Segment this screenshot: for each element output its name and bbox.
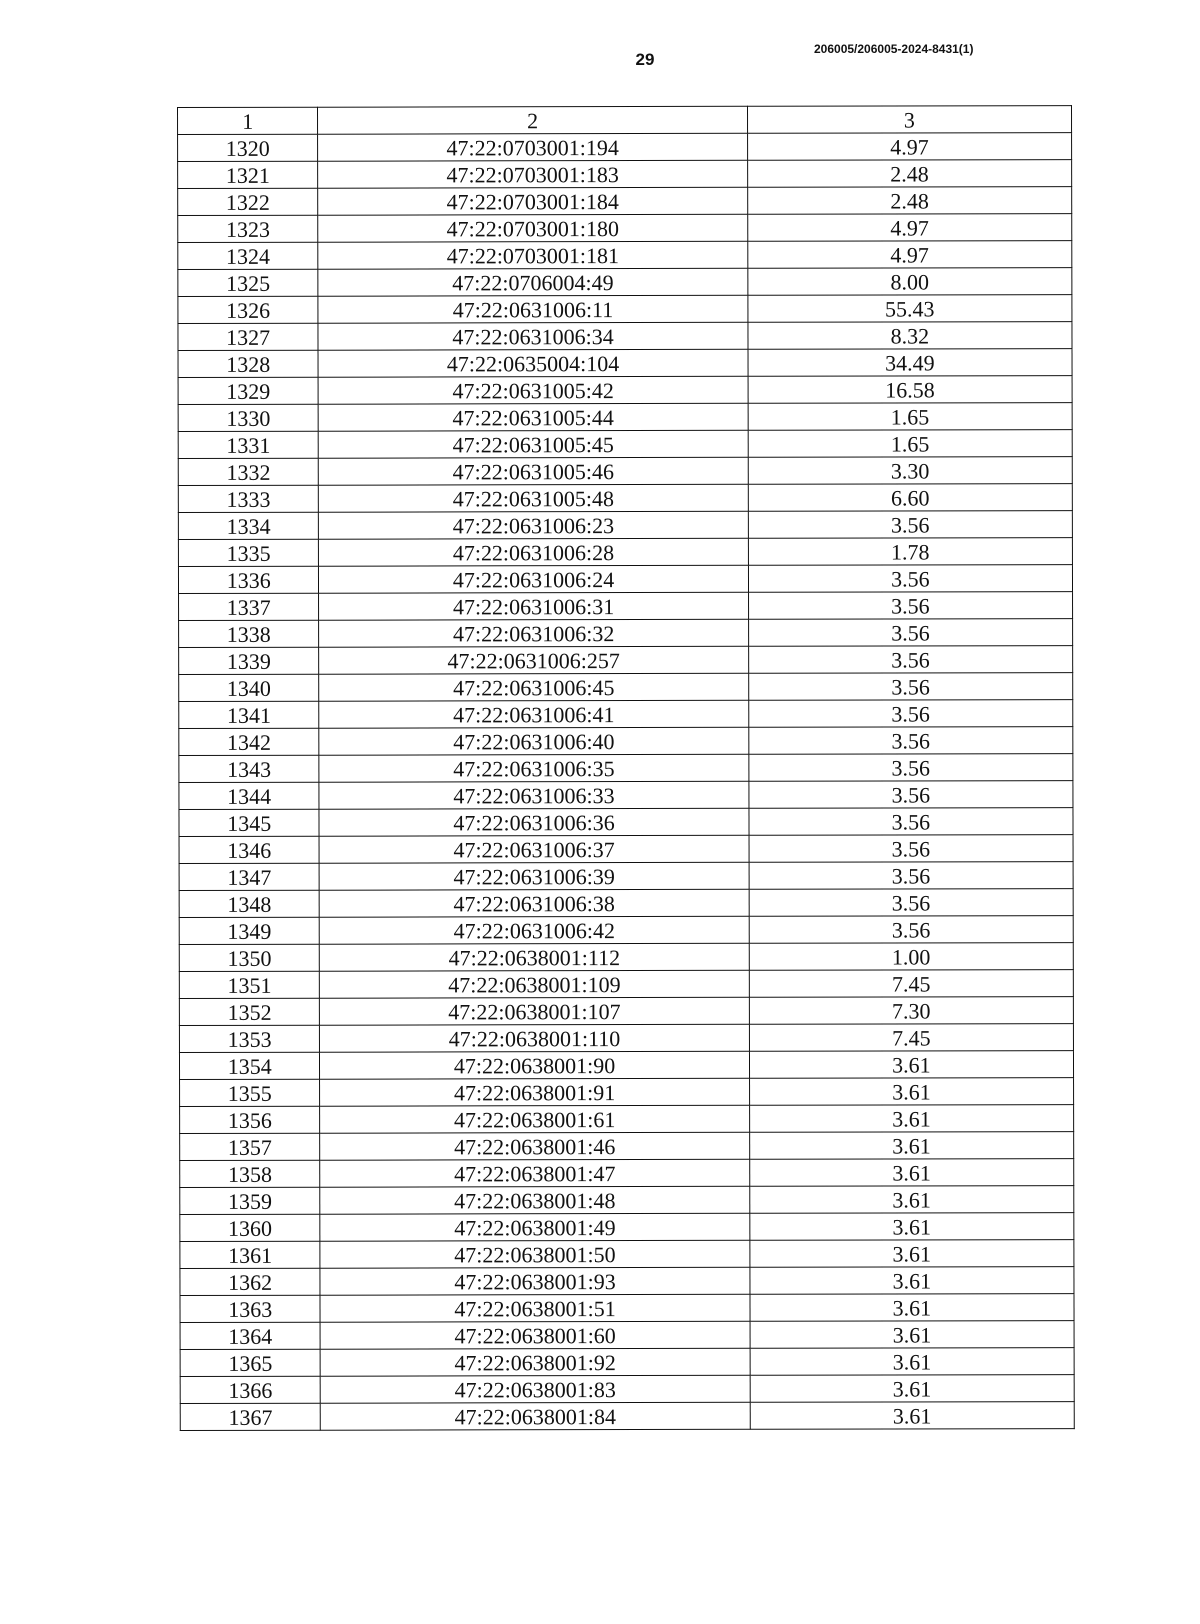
cadastral-number-cell: 47:22:0631006:28 [319,538,748,566]
table-row [180,1294,1074,1323]
row-number-cell: 1344 [179,782,319,809]
row-number-cell: 1339 [179,647,319,674]
value-cell: 3.61 [750,1402,1074,1430]
row-number-cell: 1327 [178,323,318,350]
row-number-cell: 1367 [180,1403,320,1430]
cadastral-number-cell: 47:22:0631006:32 [319,619,748,647]
table-row [179,862,1073,891]
table-row [178,187,1072,216]
row-number-cell: 1321 [178,161,318,188]
row-number-cell: 1357 [180,1133,320,1160]
value-cell: 3.56 [748,565,1072,593]
cadastral-number-cell: 47:22:0638001:112 [320,943,749,971]
row-number-cell: 1326 [178,296,318,323]
row-number-cell: 1364 [180,1322,320,1349]
row-number-cell: 1356 [180,1106,320,1133]
value-cell: 34.49 [748,349,1072,377]
value-cell: 16.58 [748,376,1072,404]
table-row [179,619,1073,648]
table-row [179,673,1073,702]
row-number-cell: 1354 [179,1052,319,1079]
table-row [179,781,1073,810]
row-number-cell: 1361 [180,1241,320,1268]
cadastral-number-cell: 47:22:0703001:180 [318,214,747,242]
value-cell: 3.56 [749,781,1073,809]
table-row [180,1078,1074,1107]
cadastral-number-cell: 47:22:0631006:39 [319,862,748,890]
table-row [179,997,1073,1026]
value-cell: 1.78 [748,538,1072,566]
row-number-cell: 1338 [179,620,319,647]
table-row [180,1186,1074,1215]
row-number-cell: 1355 [180,1079,320,1106]
row-number-cell: 1365 [180,1349,320,1376]
row-number-cell: 1337 [179,593,319,620]
table-row [179,916,1073,945]
cadastral-number-cell: 47:22:0638001:92 [320,1348,749,1376]
value-cell: 7.30 [749,997,1073,1025]
cadastral-number-cell: 47:22:0638001:61 [320,1105,749,1133]
cadastral-number-cell: 47:22:0638001:90 [320,1051,749,1079]
value-cell: 3.56 [748,673,1072,701]
cadastral-number-cell: 47:22:0638001:48 [320,1186,749,1214]
table-header-row [178,106,1072,135]
table-row [178,457,1072,486]
cadastral-number-cell: 47:22:0638001:60 [320,1321,749,1349]
cadastral-number-cell: 47:22:0638001:50 [320,1240,749,1268]
table-row [178,511,1072,540]
parcel-table [177,105,1075,1431]
cadastral-number-cell: 47:22:0631006:42 [320,916,749,944]
cadastral-number-cell: 47:22:0631006:35 [319,754,748,782]
cadastral-number-cell: 47:22:0706004:49 [318,268,747,296]
table-row [179,1024,1073,1053]
value-cell: 3.61 [749,1132,1073,1160]
cadastral-number-cell: 47:22:0638001:107 [320,997,749,1025]
table-row [178,160,1072,189]
row-number-cell: 1362 [180,1268,320,1295]
table-row [178,538,1072,567]
row-number-cell: 1333 [178,485,318,512]
row-number-cell: 1330 [178,404,318,431]
table-row [179,1051,1073,1080]
row-number-cell: 1343 [179,755,319,782]
table-row [180,1375,1074,1404]
cadastral-number-cell: 47:22:0638001:83 [321,1375,750,1403]
table-row [179,835,1073,864]
value-cell: 3.56 [748,700,1072,728]
table-row [178,268,1072,297]
cadastral-number-cell: 47:22:0638001:84 [321,1402,750,1430]
cadastral-number-cell: 47:22:0638001:93 [320,1267,749,1295]
value-cell: 3.61 [750,1213,1074,1241]
table-row [180,1105,1074,1134]
row-number-cell: 1332 [178,458,318,485]
row-number-cell: 1358 [180,1160,320,1187]
cadastral-number-cell: 47:22:0631006:40 [319,727,748,755]
row-number-cell: 1341 [179,701,319,728]
cadastral-number-cell: 47:22:0638001:109 [320,970,749,998]
cadastral-number-cell: 47:22:0631006:38 [320,889,749,917]
value-cell: 8.00 [748,268,1072,296]
value-cell: 6.60 [748,484,1072,512]
cadastral-number-cell: 47:22:0638001:46 [320,1132,749,1160]
value-cell: 3.61 [750,1321,1074,1349]
value-cell: 4.97 [748,241,1072,269]
table-row [180,1132,1074,1161]
value-cell: 2.48 [747,160,1071,188]
table-row [179,727,1073,756]
cadastral-number-cell: 47:22:0631006:23 [319,511,748,539]
row-number-cell: 1350 [179,944,319,971]
cadastral-number-cell: 47:22:0631006:36 [319,808,748,836]
cadastral-number-cell: 47:22:0631006:11 [318,295,747,323]
value-cell: 3.61 [750,1348,1074,1376]
row-number-cell: 1352 [179,998,319,1025]
value-cell: 3.61 [750,1240,1074,1268]
cadastral-number-cell: 47:22:0631006:257 [319,646,748,674]
table-row [179,754,1073,783]
value-cell: 3.56 [749,727,1073,755]
cadastral-number-cell: 47:22:0635004:104 [318,349,747,377]
row-number-cell: 1329 [178,377,318,404]
value-cell: 3.56 [749,916,1073,944]
row-number-cell: 1331 [178,431,318,458]
cadastral-number-cell: 47:22:0631006:37 [319,835,748,863]
value-cell: 3.56 [748,511,1072,539]
value-cell: 1.65 [748,403,1072,431]
page-number: 29 [635,50,655,69]
table-row [178,241,1072,270]
value-cell: 3.56 [748,619,1072,647]
cadastral-number-cell: 47:22:0638001:110 [320,1024,749,1052]
cadastral-number-cell: 47:22:0631005:46 [319,457,748,485]
cadastral-number-cell: 47:22:0631006:34 [318,322,747,350]
document-reference: 206005/206005-2024-8431(1) [814,42,974,56]
column-header-1: 1 [178,107,318,134]
cadastral-number-cell: 47:22:0631006:31 [319,592,748,620]
value-cell: 2.48 [747,187,1071,215]
value-cell: 3.61 [749,1105,1073,1133]
value-cell: 3.56 [749,754,1073,782]
table-row [178,214,1072,243]
row-number-cell: 1345 [179,809,319,836]
table-row [180,1213,1074,1242]
value-cell: 4.97 [747,214,1071,242]
row-number-cell: 1366 [180,1376,320,1403]
table-row [180,1240,1074,1269]
table-row [179,700,1073,729]
row-number-cell: 1347 [179,863,319,890]
cadastral-number-cell: 47:22:0631005:48 [319,484,748,512]
row-number-cell: 1322 [178,188,318,215]
table-row [178,430,1072,459]
value-cell: 8.32 [748,322,1072,350]
cadastral-number-cell: 47:22:0638001:51 [320,1294,749,1322]
value-cell: 3.61 [750,1294,1074,1322]
table-row [178,322,1072,351]
value-cell: 55.43 [748,295,1072,323]
value-cell: 3.56 [749,808,1073,836]
value-cell: 3.61 [749,1186,1073,1214]
row-number-cell: 1360 [180,1214,320,1241]
row-number-cell: 1340 [179,674,319,701]
cadastral-number-cell: 47:22:0703001:183 [318,160,747,188]
table-row [179,592,1073,621]
row-number-cell: 1336 [178,566,318,593]
value-cell: 3.56 [749,862,1073,890]
value-cell: 3.61 [750,1267,1074,1295]
value-cell: 3.56 [748,592,1072,620]
cadastral-number-cell: 47:22:0703001:194 [318,133,747,161]
table-row [179,889,1073,918]
table-row [179,808,1073,837]
table-row [178,295,1072,324]
value-cell: 4.97 [747,133,1071,161]
cadastral-number-cell: 47:22:0638001:91 [320,1078,749,1106]
row-number-cell: 1351 [179,971,319,998]
cadastral-number-cell: 47:22:0631006:41 [319,700,748,728]
cadastral-number-cell: 47:22:0703001:181 [318,241,747,269]
value-cell: 3.30 [748,457,1072,485]
table-body [178,106,1075,1431]
table-row [180,1267,1074,1296]
cadastral-number-cell: 47:22:0631006:24 [319,565,748,593]
value-cell: 3.56 [749,889,1073,917]
value-cell: 3.61 [750,1375,1074,1403]
cadastral-number-cell: 47:22:0631005:42 [318,376,747,404]
cadastral-number-cell: 47:22:0631006:45 [319,673,748,701]
value-cell: 3.56 [749,835,1073,863]
value-cell: 7.45 [749,1024,1073,1052]
row-number-cell: 1328 [178,350,318,377]
cadastral-number-cell: 47:22:0631005:44 [318,403,747,431]
row-number-cell: 1346 [179,836,319,863]
value-cell: 3.56 [748,646,1072,674]
value-cell: 3.61 [749,1159,1073,1187]
value-cell: 3.61 [749,1051,1073,1079]
row-number-cell: 1349 [179,917,319,944]
table-row [178,565,1072,594]
table-row [180,1321,1074,1350]
row-number-cell: 1363 [180,1295,320,1322]
cadastral-number-cell: 47:22:0631006:33 [319,781,748,809]
row-number-cell: 1320 [178,134,318,161]
table-row [178,349,1072,378]
row-number-cell: 1348 [179,890,319,917]
value-cell: 7.45 [749,970,1073,998]
table-row [179,943,1073,972]
value-cell: 1.65 [748,430,1072,458]
row-number-cell: 1342 [179,728,319,755]
table-row [180,1348,1074,1377]
row-number-cell: 1335 [178,539,318,566]
table-row [180,1159,1074,1188]
cadastral-number-cell: 47:22:0638001:49 [320,1213,749,1241]
row-number-cell: 1359 [180,1187,320,1214]
row-number-cell: 1325 [178,269,318,296]
table-row [178,133,1072,162]
cadastral-number-cell: 47:22:0703001:184 [318,187,747,215]
row-number-cell: 1323 [178,215,318,242]
column-header-2: 2 [318,106,747,134]
table-row [180,1402,1074,1431]
table-row [178,403,1072,432]
table-row [179,646,1073,675]
row-number-cell: 1353 [179,1025,319,1052]
row-number-cell: 1324 [178,242,318,269]
table-row [178,376,1072,405]
table-row [179,970,1073,999]
value-cell: 1.00 [749,943,1073,971]
cadastral-number-cell: 47:22:0638001:47 [320,1159,749,1187]
column-header-3: 3 [747,106,1071,134]
value-cell: 3.61 [749,1078,1073,1106]
table-row [178,484,1072,513]
row-number-cell: 1334 [178,512,318,539]
cadastral-number-cell: 47:22:0631005:45 [319,430,748,458]
